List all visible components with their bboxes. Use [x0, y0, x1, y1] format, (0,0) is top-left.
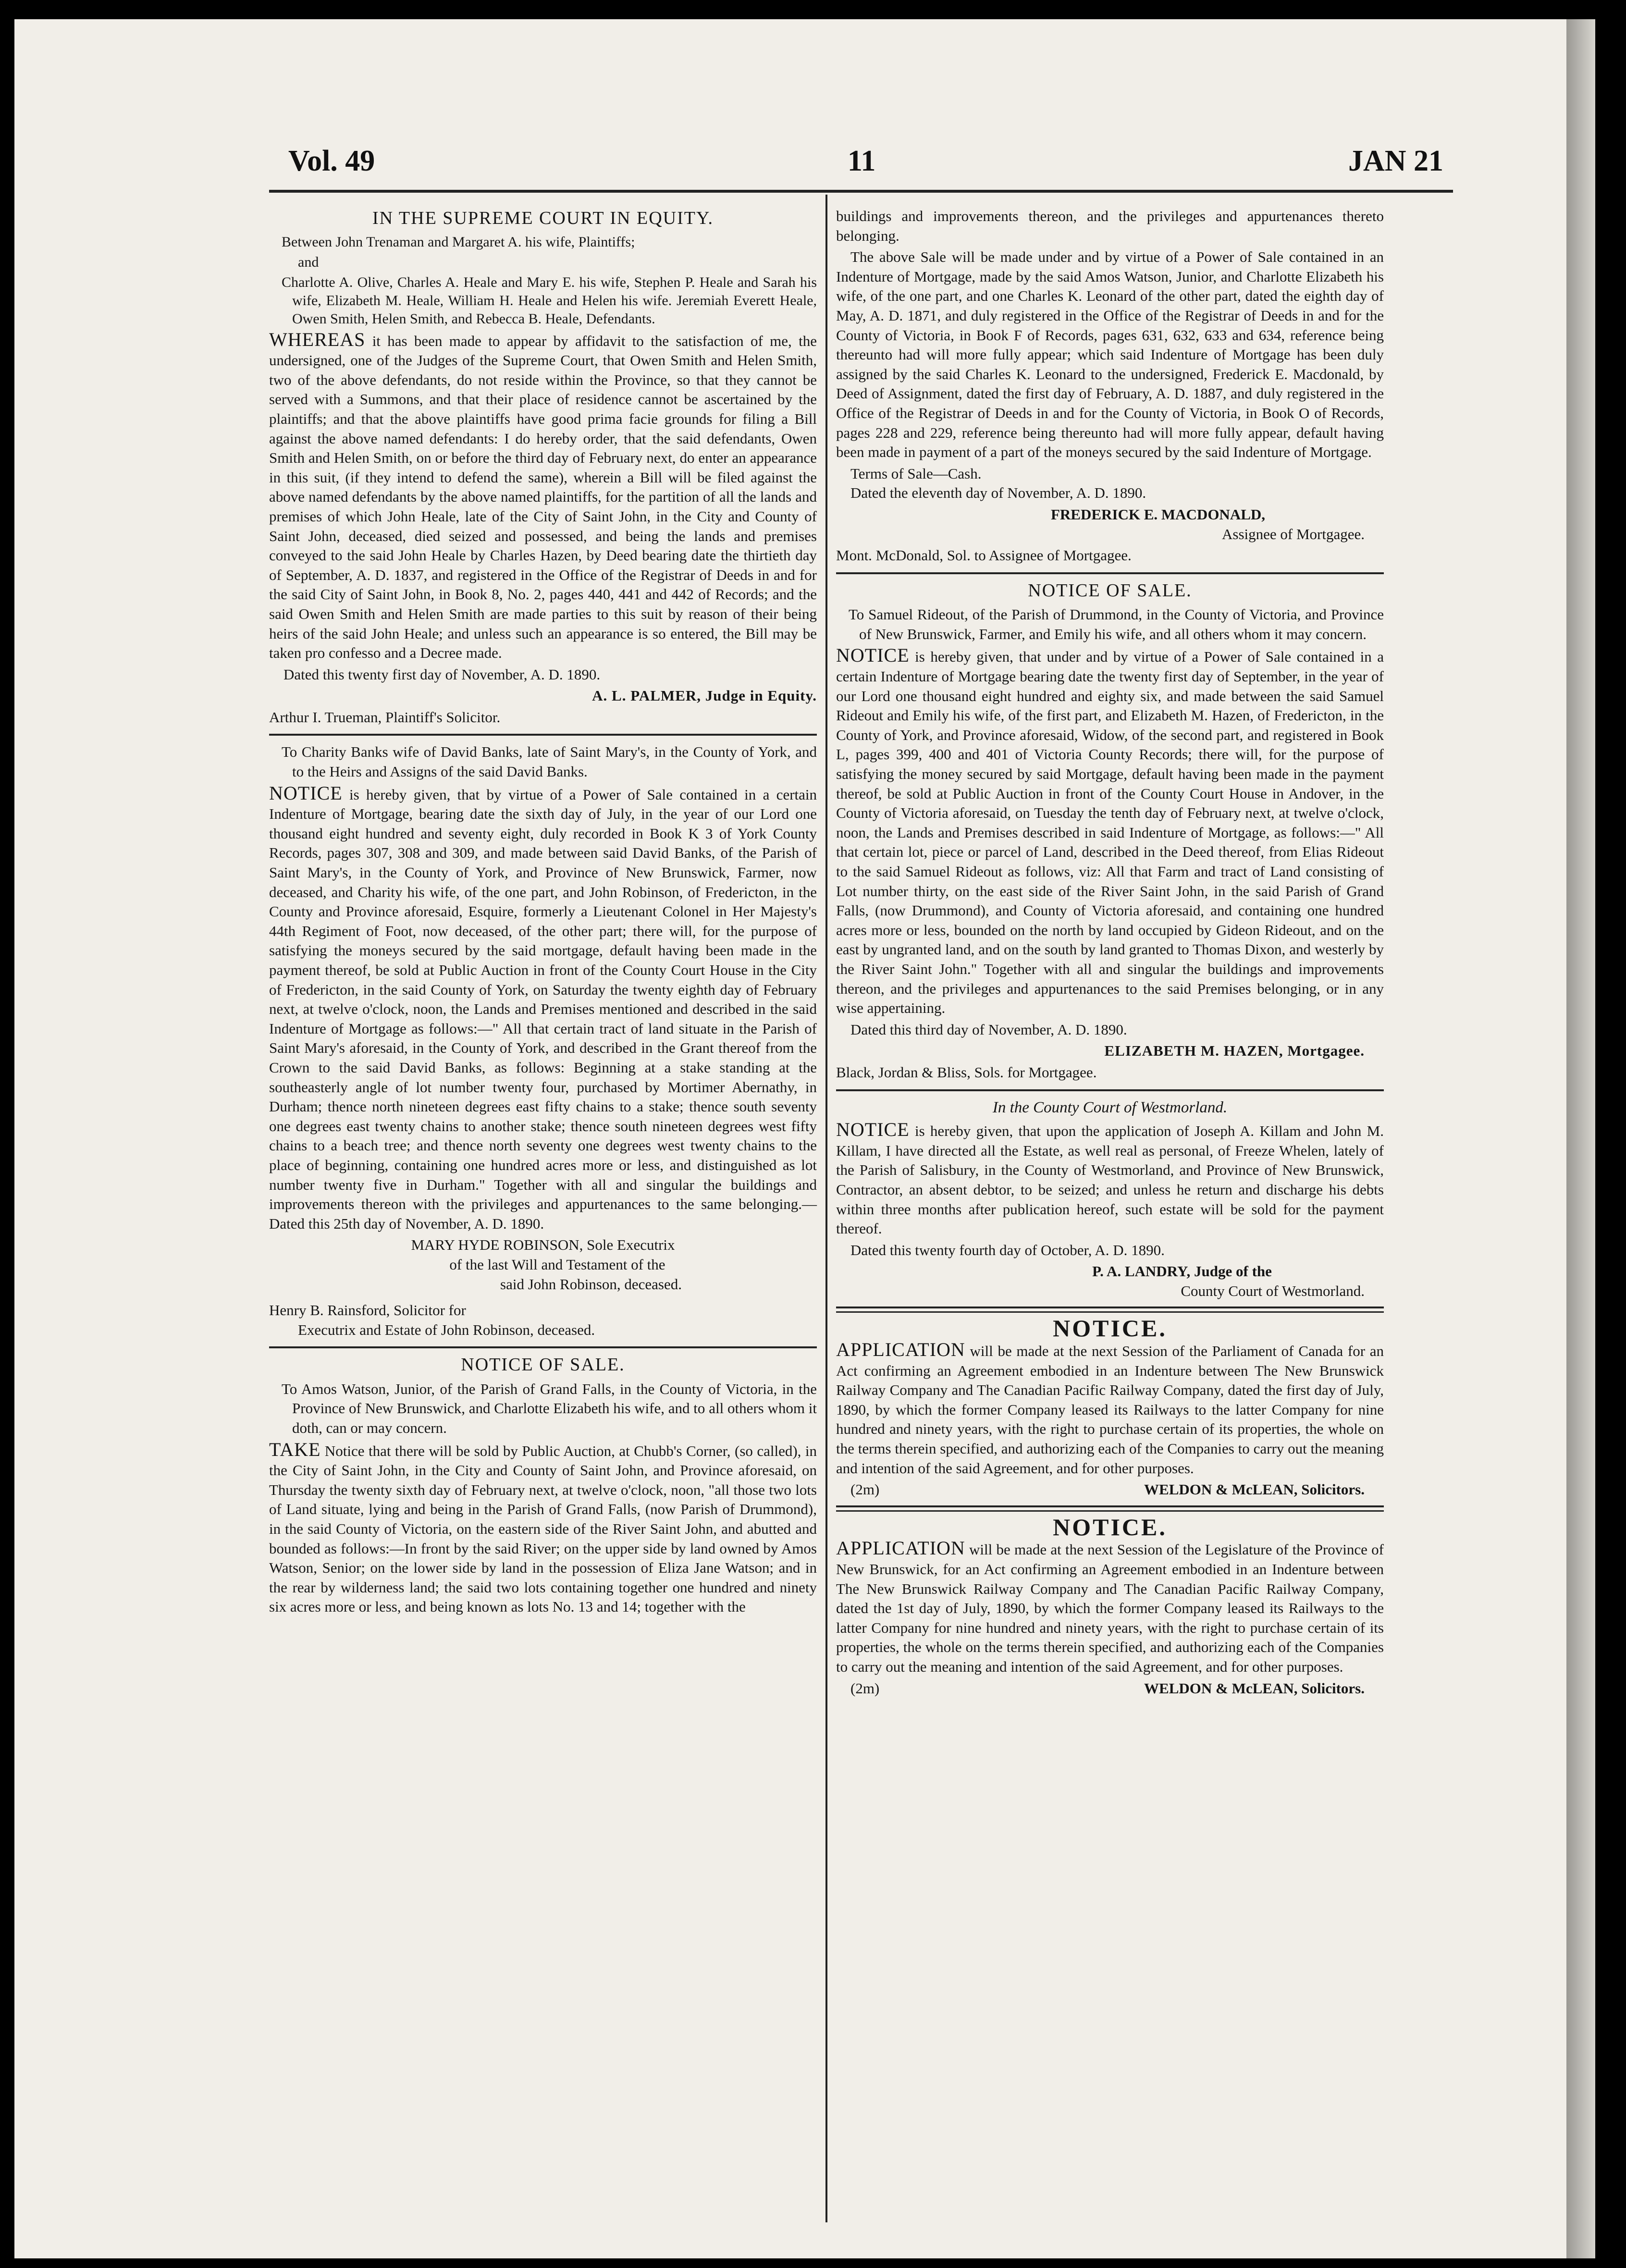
equity-lead: WHEREAS	[269, 328, 366, 350]
equity-body-paragraph	[269, 330, 817, 663]
county-dated: Dated this twenty fourth day of October, A. D. 1890.	[850, 1241, 1165, 1258]
page-edge	[1566, 19, 1595, 2258]
column-divider	[825, 195, 827, 2222]
equity-defendants: Charlotte A. Olive, Charles A. Heale and Mary E. his wife, Stephen P. Heale and Sarah his wife, Elizabeth M. Heale, William H. Heale and Helen his wife. Jeremiah Everett Heale, Owen Smith, Helen Smith, and Rebecca B. Heale, Defendants.	[282, 274, 817, 327]
equity-solicitor: Arthur I. Trueman, Plaintiff's Solicitor.	[269, 708, 501, 726]
notice2-body: will be made at the next Session of the Legislature of the Province of New Brunswick, for an Act confirming an Agreement embodied in an Indenture between The New Brunswick Railway Company and The Canadian Pacific Railway Company, dated the 1st day of July, 1890, by which the former Company leased its Railways to the latter Company for nine hundred and ninety years, with the right to purchase certain of its properties, the whole on the terms therein specified, and authorizing each of the Companies to carry out the meaning and intention of the said Agreement, and for other purposes.	[836, 1541, 1384, 1675]
watson-body: Notice that there will be sold by Public Auction, at Chubb's Corner, (so called), in the City of Saint John, in the City and County of Saint John, and Province aforesaid, on Thursday the twenty sixth day of February next, at twelve o'clock, noon, "all those two lots of Land situate, lying and being in the Parish of Grand Falls, (now Parish of Drummond), in the said County of Victoria, on the eastern side of the River Saint John, and abutted and bounded as follows:—In front by the said River; on the upper side by land owned by Amos Watson, Senior; on the lower side by land in the possession of Eliza Jane Watson; and in the rear by wilderness land; the said two lots containing together one hundred and ninety six acres more or less, and being known as lots No. 13 and 14; together with the	[269, 1442, 817, 1615]
county-lead: NOTICE	[836, 1119, 910, 1141]
page-header	[288, 144, 1443, 178]
banks-address: To Charity Banks wife of David Banks, late of Saint Mary's, in the County of York, and to the Heirs and Assigns of the said David Banks.	[282, 743, 817, 780]
banks-solicitor-1: Henry B. Rainsford, Solicitor for	[269, 1302, 466, 1319]
banks-executrix-1: MARY HYDE ROBINSON, Sole Executrix	[411, 1236, 675, 1254]
county-body: is hereby given, that upon the application of Joseph A. Killam and John M. Killam, I have directed all the Estate, as well real as personal, of Freeze Whelen, lately of the Parish of Salisbury, in the County of Westmorland, and Province of New Brunswick, Contractor, an absent debtor, to be seized; and unless he return and discharge his debts within three months after publication hereof, such estate will be sold for the payment thereof.	[836, 1122, 1384, 1237]
watson-notice	[269, 1355, 817, 1617]
railway-notice-legislature	[836, 1513, 1384, 1698]
rideout-dated: Dated this third day of November, A. D. 1890.	[850, 1021, 1127, 1038]
equity-judge: A. L. PALMER, Judge in Equity.	[592, 687, 817, 704]
divider-rule	[836, 572, 1384, 574]
watson-continued	[836, 207, 1384, 566]
header-rule	[269, 190, 1453, 193]
banks-body: is hereby given, that by virtue of a Power of Sale contained in a certain Indenture of Mortgage, bearing date the sixth day of July, in the year of our Lord one thousand eight hundred and seventy eight, duly recorded in Book K 3 of York County Records, pages 307, 308 and 309, and made between said David Banks, of the Parish of Saint Mary's, in the County of York, and Province of New Brunswick, Farmer, now deceased, and Charity his wife, of the one part, and John Robinson, of Fredericton, in the County and Province aforesaid, Esquire, formerly a Lieutenant Colonel in Her Majesty's 44th Regiment of Foot, now deceased, of the other part; there will, for the purpose of satisfying the moneys secured by the said mortgage, default having been made in the payment thereof, be sold at Public Auction in front of the County Court House in the City of Fredericton, in the said County of York, on Saturday the twenty eighth day of February next, at twelve o'clock, noon, the Lands and Premises mentioned and described in the said Indenture of Mortgage as follows:—" All that certain tract of land situate in the Parish of Saint Mary's aforesaid, in the County of York, and described in the Grant thereof from the Crown to the said David Banks, as follows: Beginning at a stake standing at the southeasterly angle of lot number twenty four, purchased by Mortimer Abernathy, in Durham; thence north nineteen degrees east fifty chains to a stake; thence south seventy one degrees east twenty chains to another stake; thence south nineteen degrees west fifty chains to a beach tree; and thence north seventy one degrees west twenty chains to the place of beginning, containing one hundred acres more or less, and distinguished as lot number twenty five in Durham." Together with all and singular the buildings and improvements thereon with the privileges and appurtenances to the same belonging.—Dated this 25th day of November, A. D. 1890.	[269, 786, 817, 1232]
notice1-body: will be made at the next Session of the Parliament of Canada for an Act confirming an Agreement embodied in an Indenture between The New Brunswick Railway Company and The Canadian Pacific Railway Company, dated the first day of July, 1890, by which the former Company leased its Railways to the latter Company for nine hundred and ninety years, with the right to purchase certain of its properties, the whole on the terms therein specified, and authorizing each of the Companies to carry out the meaning and intention of the said Agreement, and for other purposes.	[836, 1343, 1384, 1477]
notice1-title: NOTICE.	[1053, 1315, 1167, 1342]
county-notice	[836, 1098, 1384, 1301]
equity-and: and	[298, 254, 319, 270]
notice2-code: (2m)	[850, 1679, 880, 1697]
rideout-body: is hereby given, that under and by virtue of a Power of Sale contained in a certain Indenture of Mortgage bearing date the twenty first day of September, in the year of our Lord one thousand eight hundred and eighty six, and made between the said Samuel Rideout and Emily his wife, of the first part, and Elizabeth M. Hazen, of Fredericton, in the County of York, and Province aforesaid, Widow, of the second part, and registered in Book L, pages 399, 400 and 401 of Victoria County Records; there will, for the purpose of satisfying the money secured by said Mortgage, default having been made in the payment thereof, be sold at Public Auction in front of the County Court House in Andover, in the County of Victoria aforesaid, on Tuesday the tenth day of February next, at twelve o'clock, noon, the Lands and Premises described in said Indenture of Mortgage, as follows:—" All that certain lot, piece or parcel of Land, described in the Deed thereof, from Elias Rideout to the said Samuel Rideout as follows, viz: All that Farm and tract of Land consisting of Lot number thirty, on the east side of the River Saint John, in the said Parish of Grand Falls, (now Drummond), and County of Victoria aforesaid, and containing one hundred acres more or less, bounded on the north by land occupied by Gideon Rideout, and on the east by ungranted land, and on the south by land granted to Thomas Dixon, and westerly by the River Saint John." Together with all and singular the buildings and improvements thereon, and the privileges and appurtenances to the said Premises belonging, or in any wise appertaining.	[836, 648, 1384, 1017]
banks-body-paragraph	[269, 784, 817, 1234]
watson-address: To Amos Watson, Junior, of the Parish of Grand Falls, in the County of Victoria, in the Province of New Brunswick, and Charlotte Elizabeth his wife, and to all others whom it doth, can or may concern.	[282, 1380, 817, 1437]
banks-lead: NOTICE	[269, 782, 343, 804]
watson-title: NOTICE OF SALE.	[461, 1355, 625, 1375]
county-title: In the County Court of Westmorland.	[992, 1098, 1228, 1116]
county-judge-2: County Court of Westmorland.	[1181, 1282, 1365, 1299]
notice1-signed: WELDON & McLEAN, Solicitors.	[1144, 1481, 1365, 1498]
rideout-mortgagee: ELIZABETH M. HAZEN, Mortgagee.	[1104, 1042, 1365, 1060]
page-number: 11	[847, 145, 876, 177]
notice2-footer	[836, 1679, 1384, 1699]
issue-date: JAN 21	[1348, 145, 1443, 177]
banks-notice	[269, 742, 817, 1340]
divider-rule	[269, 734, 817, 736]
notice1-body-paragraph	[836, 1340, 1384, 1478]
watson-lead: TAKE	[269, 1438, 321, 1460]
rideout-body-paragraph	[836, 646, 1384, 1018]
watson-body-paragraph	[269, 1440, 817, 1617]
equity-title: IN THE SUPREME COURT IN EQUITY.	[372, 208, 714, 228]
watson-cont-body-2: The above Sale will be made under and by virtue of a Power of Sale contained in an Indenture of Mortgage, made by the said Amos Watson, Junior, and Charlotte Elizabeth his wife, of the one part, and one Charles K. Leonard of the other part, dated the eighth day of May, A. D. 1871, and duly registered in the Office of the Registrar of Deeds in and for the County of Victoria, in Book F of Records, pages 631, 632, 633 and 634, reference being thereunto had will more fully appear; which said Indenture of Mortgage has been duly assigned by the said Charles K. Leonard to the undersigned, Frederick E. Macdonald, by Deed of Assignment, dated the first day of February, A. D. 1887, and duly registered in the Office of the Registrar of Deeds in and for the County of Victoria, in Book O of Records, pages 228 and 229, reference being thereunto had will more fully appear, default having been made in payment of a part of the moneys secured by the said Indenture of Mortgage.	[836, 248, 1384, 461]
rideout-address: To Samuel Rideout, of the Parish of Drummond, in the County of Victoria, and Province of New Brunswick, Farmer, and Emily his wife, and all others whom it may concern.	[849, 606, 1384, 642]
notice2-body-paragraph	[836, 1539, 1384, 1676]
equity-dated: Dated this twenty first day of November, A. D. 1890.	[283, 666, 601, 683]
county-judge-1: P. A. LANDRY, Judge of the	[1092, 1263, 1272, 1280]
watson-assignee-2: Assignee of Mortgagee.	[1222, 525, 1365, 542]
notice1-footer	[836, 1480, 1384, 1500]
county-body-paragraph	[836, 1120, 1384, 1239]
notice2-lead: APPLICATION	[836, 1537, 965, 1559]
notice2-title: NOTICE.	[1053, 1513, 1167, 1541]
equity-between: Between John Trenaman and Margaret A. his wife, Plaintiffs;	[282, 234, 635, 250]
rideout-lead: NOTICE	[836, 644, 910, 666]
notice1-lead: APPLICATION	[836, 1339, 965, 1361]
watson-terms: Terms of Sale—Cash.	[850, 465, 982, 482]
banks-executrix-2: of the last Will and Testament of the	[449, 1256, 665, 1273]
divider-double-rule	[836, 1307, 1384, 1313]
rideout-notice	[836, 581, 1384, 1083]
watson-assignee-1: FREDERICK E. MACDONALD,	[1050, 505, 1266, 523]
watson-dated: Dated the eleventh day of November, A. D. 1890.	[850, 484, 1146, 502]
banks-executrix-3: said John Robinson, deceased.	[500, 1275, 682, 1293]
railway-notice-parliament	[836, 1315, 1384, 1499]
rideout-title: NOTICE OF SALE.	[1028, 580, 1192, 601]
watson-solicitor: Mont. McDonald, Sol. to Assignee of Mortgagee.	[836, 547, 1132, 564]
divider-rule	[269, 1346, 817, 1348]
banks-solicitor-2: Executrix and Estate of John Robinson, deceased.	[298, 1321, 595, 1338]
divider-rule	[836, 1089, 1384, 1091]
volume-label: Vol. 49	[288, 145, 375, 177]
notice1-code: (2m)	[850, 1481, 880, 1498]
watson-cont-body-1: buildings and improvements thereon, and the privileges and appurtenances thereto belonging.	[836, 208, 1384, 244]
notice2-signed: WELDON & McLEAN, Solicitors.	[1144, 1679, 1365, 1697]
left-column	[269, 207, 817, 1619]
divider-double-rule	[836, 1505, 1384, 1512]
rideout-solicitors: Black, Jordan & Bliss, Sols. for Mortgagee.	[836, 1063, 1097, 1081]
equity-notice	[269, 209, 817, 727]
equity-body: it has been made to appear by affidavit to the satisfaction of me, the undersigned, one of the Judges of the Supreme Court, that Owen Smith and Helen Smith, two of the above defendants, do not reside within the Province, so that they cannot be served with a Summons, and that their place of residence cannot be ascertained by the plaintiffs; and that the above plaintiffs have good prima facie grounds for filing a Bill against the above named defendants: I do hereby order, that the said defendants, Owen Smith and Helen Smith, on or before the third day of February next, do enter an appearance in this suit, (if they intend to defend the same), wherein a Bill will be filed against the above named defendants by the above named plaintiffs, for the partition of all the lands and premises of which John Heale, late of the City of Saint John, in the City and County of Saint John, deceased, died seized and possessed, and being the lands and premises conveyed to the said John Heale by Charles Hazen, by Deed bearing date the thirtieth day of September, A. D. 1837, and registered in the Office of the Registrar of Deeds in and for the said City of Saint John, in Book 8, No. 2, pages 440, 441 and 442 of Records; and the said Owen Smith and Helen Smith are made parties to this suit by reason of their being heirs of the said John Heale; and unless such an appearance is so entered, the Bill may be taken pro confesso and a Decree made.	[269, 332, 817, 662]
right-column	[836, 207, 1384, 1698]
